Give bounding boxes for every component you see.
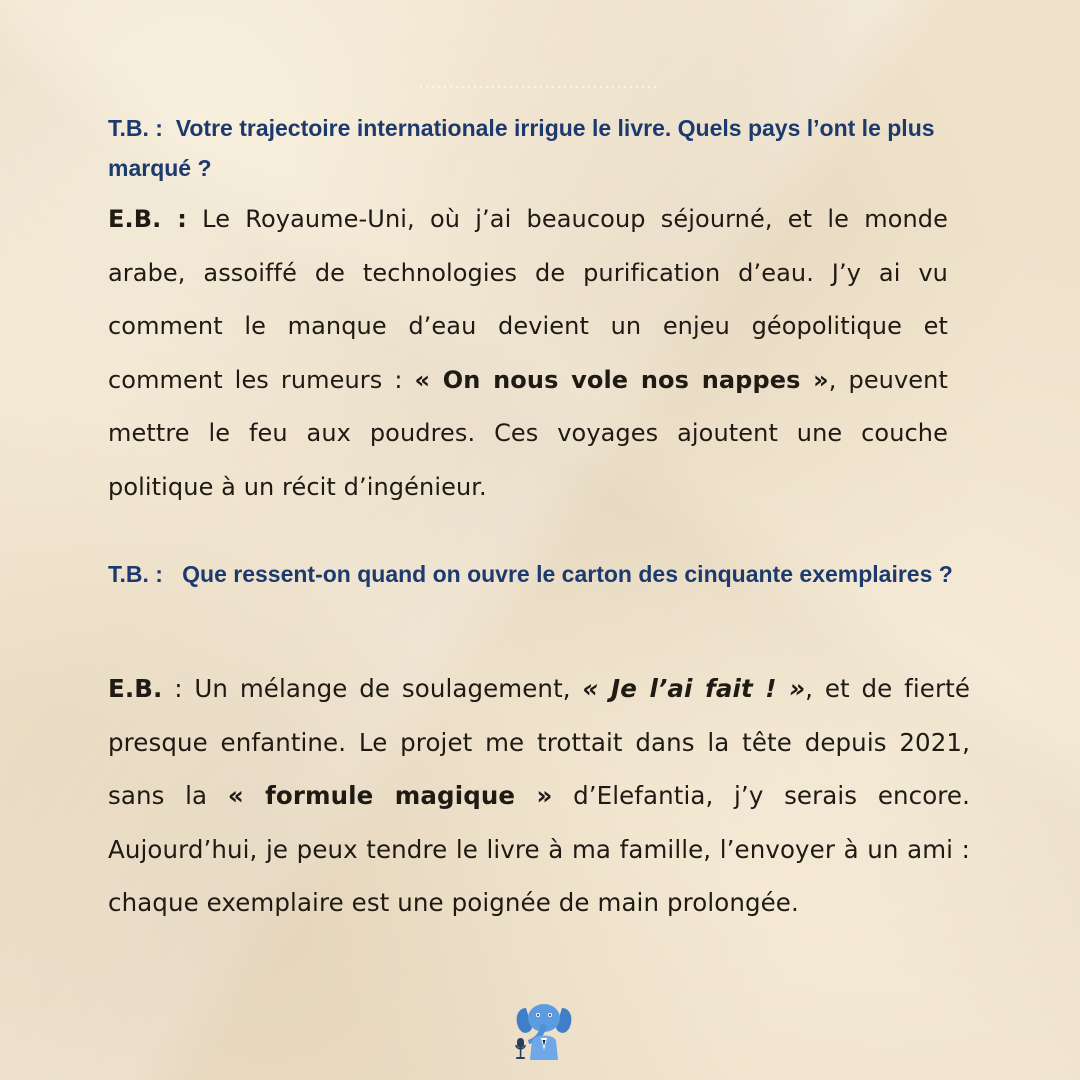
answer-2-speaker: E.B. bbox=[108, 674, 163, 703]
answer-2-text-3: d’Elefantia, j’y serais encore. Aujourd’hui, je peux tendre le livre à ma famille, l’envoyer à un ami : chaque exemplaire est une poignée de main prolongée. bbox=[108, 781, 970, 917]
answer-1-text-2: , peuvent mettre le feu aux poudres. Ces voyages ajoutent une couche politique à un récit d’ingénieur. bbox=[108, 365, 948, 501]
question-1 bbox=[108, 108, 968, 188]
question-2-speaker: T.B. : bbox=[108, 561, 176, 587]
question-1-speaker: T.B. : bbox=[108, 115, 170, 141]
elephant-left-pupil bbox=[537, 1014, 539, 1016]
answer-1-speaker: E.B. : bbox=[108, 205, 187, 233]
microphone-head bbox=[517, 1038, 524, 1048]
answer-2-text-2: , et de fierté presque enfantine. Le projet me trottait dans la tête depuis 2021, sans la bbox=[108, 674, 970, 810]
answer-1 bbox=[108, 193, 948, 514]
answer-2-quote-2: « formule magique » bbox=[227, 781, 553, 810]
question-1-text: Votre trajectoire internationale irrigue le livre. Quels pays l’ont le plus marqué ? bbox=[108, 115, 935, 181]
answer-2-text-1: : Un mélange de soulagement, bbox=[162, 674, 583, 703]
elephant-microphone-logo-icon bbox=[512, 1000, 576, 1060]
decorative-dots bbox=[418, 86, 658, 88]
answer-2-quote-1: « Je l’ai fait ! » bbox=[582, 674, 806, 703]
elephant-right-pupil bbox=[549, 1014, 551, 1016]
microphone-base bbox=[516, 1057, 525, 1059]
question-2 bbox=[108, 554, 960, 594]
answer-1-text-1: Le Royaume-Uni, où j’ai beaucoup séjourné, et le monde arabe, assoiffé de technologies de purification d’eau. J’y ai vu comment le manque d’eau devient un enjeu géopolitique et comment les rumeurs : bbox=[108, 205, 948, 394]
question-2-text: Que ressent-on quand on ouvre le carton des cinquante exemplaires ? bbox=[182, 561, 953, 587]
answer-1-quote: « On nous vole nos nappes » bbox=[414, 365, 829, 394]
answer-2 bbox=[108, 662, 970, 930]
microphone-stand bbox=[520, 1049, 522, 1057]
